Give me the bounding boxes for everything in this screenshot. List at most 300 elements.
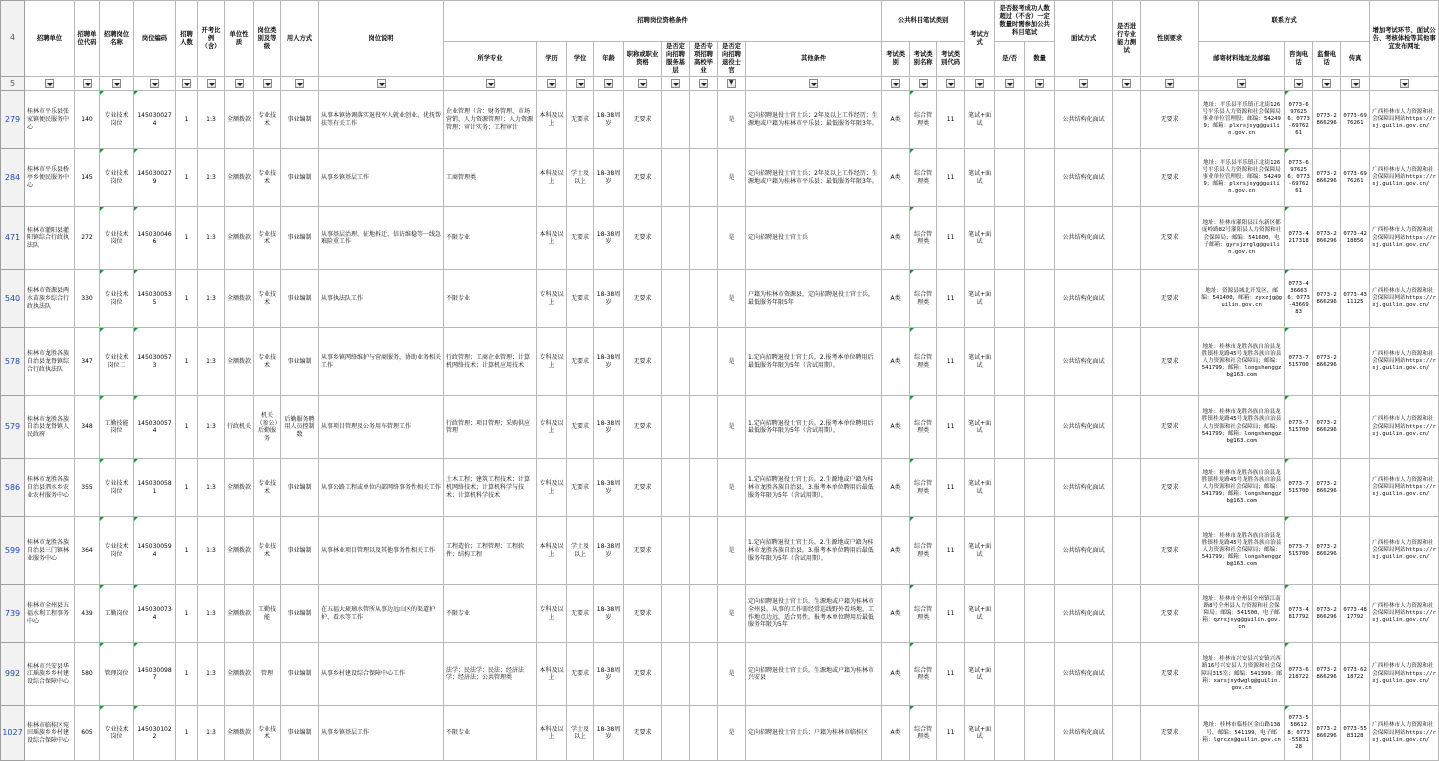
cell-iv[interactable]: 公共结构化面试 xyxy=(1055,149,1113,207)
cell-addr[interactable]: 地址：桂林市灌阳县江东新区都庞岭路82号灌阳县人力资源和社会保障局；邮编：541600，电子邮箱：gyrsjzrglg@guilin.gov.cn xyxy=(1199,207,1285,270)
cell-d3[interactable]: 是 xyxy=(718,517,746,585)
cell-other[interactable]: 定向招聘退役士官士兵，生源地或户籍为桂林市兴安县 xyxy=(746,643,882,706)
cell-eway[interactable]: 笔试+面试 xyxy=(965,517,995,585)
cell-sup[interactable]: 0773-2866296 xyxy=(1313,328,1341,396)
filter-dropdown-icon[interactable] xyxy=(1079,79,1088,88)
cell-sup[interactable]: 0773-2866296 xyxy=(1313,149,1341,207)
cell-sup[interactable]: 0773-2866296 xyxy=(1313,643,1341,706)
filter-dropdown-icon[interactable] xyxy=(891,79,900,88)
cell-other[interactable]: 1.定向招聘退役士官士兵。2.生源地或户籍为桂林市龙胜各族自治县。3.报考本单位聘用后最低服务年限为5年（含试用期）。 xyxy=(746,459,882,517)
cell-web[interactable]: 广西桂林市人力资源和社会保障局网站https://rsj.guilin.gov.cn/ xyxy=(1370,270,1439,328)
row-header[interactable]: 1027 xyxy=(1,706,25,761)
cell-web[interactable]: 广西桂林市人力资源和社会保障局网站https://rsj.guilin.gov.cn/ xyxy=(1370,643,1439,706)
cell-esub[interactable]: 综合管理类 xyxy=(910,149,937,207)
cell-deg[interactable]: 无要求 xyxy=(567,459,594,517)
cell-ratio[interactable]: 1:3 xyxy=(198,706,225,761)
cell-eway[interactable]: 笔试+面试 xyxy=(965,459,995,517)
cell-title[interactable]: 无要求 xyxy=(624,585,662,643)
cell-sup[interactable]: 0773-2866296 xyxy=(1313,396,1341,459)
cell-major[interactable]: 法学；民法学；民法；经济法学；经济法；公共管理类 xyxy=(444,643,537,706)
cell-post[interactable]: 专业技术岗位 xyxy=(100,207,134,270)
cell-web[interactable]: 广西桂林市人力资源和社会保障局网站https://rsj.guilin.gov.cn/ xyxy=(1370,149,1439,207)
cell-qty[interactable] xyxy=(1025,328,1055,396)
cell-ratio[interactable]: 1:3 xyxy=(198,459,225,517)
cell-title[interactable]: 无要求 xyxy=(624,517,662,585)
filter-dropdown-icon[interactable] xyxy=(1122,79,1131,88)
cell-major[interactable]: 不限专业 xyxy=(444,706,537,761)
filter-dropdown-icon[interactable] xyxy=(1400,79,1409,88)
cell-ecode[interactable]: 11 xyxy=(937,643,965,706)
cell-eway[interactable]: 笔试+面试 xyxy=(965,149,995,207)
filter-dropdown-icon[interactable] xyxy=(1237,79,1246,88)
cell-major[interactable]: 行政管理；项目管理；采购供应管理 xyxy=(444,396,537,459)
filter-dropdown-icon[interactable] xyxy=(638,79,647,88)
cell-hire[interactable]: 事业编制 xyxy=(281,91,319,149)
cell-yn[interactable] xyxy=(995,706,1025,761)
row-header[interactable]: 578 xyxy=(1,328,25,396)
cell-gen[interactable]: 无要求 xyxy=(1141,517,1199,585)
cell-age[interactable]: 18-38周岁 xyxy=(594,91,624,149)
cell-d2[interactable] xyxy=(690,517,718,585)
cell-sup[interactable]: 0773-2866296 xyxy=(1313,517,1341,585)
row-header-4[interactable]: 4 xyxy=(1,1,25,77)
cell-addr[interactable]: 地址：资源县城北开发区，邮编：541400，邮箱：zyxzjg@guilin.gov.cn xyxy=(1199,270,1285,328)
cell-d1[interactable] xyxy=(662,207,690,270)
cell-fax[interactable] xyxy=(1341,459,1370,517)
cell-title[interactable]: 无要求 xyxy=(624,396,662,459)
cell-code[interactable]: 364 xyxy=(75,517,100,585)
cell-d2[interactable] xyxy=(690,270,718,328)
cell-ptype[interactable]: 专业技术 xyxy=(254,459,281,517)
cell-unit[interactable]: 桂林市兴安县华江瑶族乡乡村建设综合保障中心 xyxy=(25,643,75,706)
row-header[interactable]: 279 xyxy=(1,91,25,149)
cell-ratio[interactable]: 1:3 xyxy=(198,91,225,149)
cell-title[interactable]: 无要求 xyxy=(624,270,662,328)
cell-d2[interactable] xyxy=(690,207,718,270)
cell-code[interactable]: 330 xyxy=(75,270,100,328)
cell-ab[interactable] xyxy=(1113,149,1141,207)
cell-ecat[interactable]: A类 xyxy=(882,706,910,761)
cell-ratio[interactable]: 1:3 xyxy=(198,328,225,396)
cell-ecode[interactable]: 11 xyxy=(937,149,965,207)
cell-code[interactable]: 439 xyxy=(75,585,100,643)
cell-web[interactable]: 广西桂林市人力资源和社会保障局网站https://rsj.guilin.gov.cn/ xyxy=(1370,207,1439,270)
cell-fax[interactable]: 0773-5583128 xyxy=(1341,706,1370,761)
cell-d1[interactable] xyxy=(662,643,690,706)
cell-other[interactable]: 1.定向招聘退役士官士兵。2.报考本单位聘用后最低服务年限为5年（含试用期）。 xyxy=(746,328,882,396)
cell-desc[interactable]: 从事项目管理及公务用车管理工作 xyxy=(319,396,444,459)
cell-major[interactable]: 土木工程；建筑工程技术；计算机网络技术；计算机科学与技术；计算机科学技术 xyxy=(444,459,537,517)
cell-iv[interactable]: 公共结构化面试 xyxy=(1055,706,1113,761)
cell-eway[interactable]: 笔试+面试 xyxy=(965,328,995,396)
cell-unit[interactable]: 桂林市龙胜各族自治县龙脊镇人民政府 xyxy=(25,396,75,459)
cell-addr[interactable]: 地址：桂林市龙胜各族自治县龙胜镇桂龙路45号龙胜各族自治县人力资源和社会保障局；邮编：541799；邮箱：longshenggzb@163.com xyxy=(1199,396,1285,459)
cell-qty[interactable] xyxy=(1025,517,1055,585)
cell-code[interactable]: 605 xyxy=(75,706,100,761)
cell-yn[interactable] xyxy=(995,585,1025,643)
cell-pcode[interactable]: 1450300581 xyxy=(134,459,176,517)
cell-nature[interactable]: 全额拨款 xyxy=(225,459,254,517)
cell-addr[interactable]: 地址：桂林市龙胜各族自治县龙胜镇桂龙路45号龙胜各族自治县人力资源和社会保障局；邮编：541799；邮箱：longshenggzb@163.com xyxy=(1199,517,1285,585)
filter-dropdown-icon[interactable] xyxy=(919,79,928,88)
cell-web[interactable]: 广西桂林市人力资源和社会保障局网站https://rsj.guilin.gov.cn/ xyxy=(1370,517,1439,585)
cell-hire[interactable]: 事业编制 xyxy=(281,706,319,761)
cell-iv[interactable]: 公共结构化面试 xyxy=(1055,207,1113,270)
cell-major[interactable]: 工商管理类 xyxy=(444,149,537,207)
row-header[interactable]: 992 xyxy=(1,643,25,706)
cell-addr[interactable]: 地址：平乐县平乐镇正北街126号平乐县人力资源和社会保障局事业单位管理股；邮编：542499；邮箱：plxrsjsyg@guilin.gov.cn xyxy=(1199,91,1285,149)
cell-tel[interactable]: 0773-4217318 xyxy=(1285,207,1313,270)
row-header[interactable]: 471 xyxy=(1,207,25,270)
cell-d2[interactable] xyxy=(690,706,718,761)
cell-eway[interactable]: 笔试+面试 xyxy=(965,585,995,643)
cell-ptype[interactable]: 专业技术 xyxy=(254,91,281,149)
cell-gen[interactable]: 无要求 xyxy=(1141,643,1199,706)
cell-tel[interactable]: 0773-7515700 xyxy=(1285,328,1313,396)
cell-post[interactable]: 管理岗位 xyxy=(100,643,134,706)
cell-edu[interactable]: 专科及以上 xyxy=(537,328,567,396)
cell-tel[interactable]: 0773-7515700 xyxy=(1285,459,1313,517)
cell-age[interactable]: 18-38周岁 xyxy=(594,149,624,207)
cell-post[interactable]: 专业技术岗位 xyxy=(100,149,134,207)
cell-gen[interactable]: 无要求 xyxy=(1141,328,1199,396)
cell-hire[interactable]: 后勤服务聘用人员控制数 xyxy=(281,396,319,459)
cell-other[interactable]: 定向招聘退役士官士兵，生源地或户籍为桂林市全州县。从事的工作需经常巡线野外看场地，工作地点边远，适合男性。报考本单位聘用后最低服务年限为5年 xyxy=(746,585,882,643)
cell-yn[interactable] xyxy=(995,328,1025,396)
cell-gen[interactable]: 无要求 xyxy=(1141,396,1199,459)
cell-major[interactable]: 工程造价；工程管理；工程软件；结构工程 xyxy=(444,517,537,585)
cell-fax[interactable]: 0773-4817792 xyxy=(1341,585,1370,643)
cell-age[interactable]: 18-38周岁 xyxy=(594,517,624,585)
cell-ab[interactable] xyxy=(1113,459,1141,517)
cell-ecode[interactable]: 11 xyxy=(937,207,965,270)
cell-esub[interactable]: 综合管理类 xyxy=(910,270,937,328)
cell-unit[interactable]: 桂林市平乐县张家镇便民服务中心 xyxy=(25,91,75,149)
cell-d3[interactable]: 是 xyxy=(718,207,746,270)
cell-edu[interactable]: 本科及以上 xyxy=(537,706,567,761)
cell-ab[interactable] xyxy=(1113,328,1141,396)
cell-other[interactable]: 1.定向招聘退役士官士兵。2.报考本单位聘用后最低服务年限为5年（含试用期）。 xyxy=(746,396,882,459)
cell-hire[interactable]: 事业编制 xyxy=(281,517,319,585)
cell-desc[interactable]: 从事林业项目管理以及其他事务性相关工作 xyxy=(319,517,444,585)
cell-ecat[interactable]: A类 xyxy=(882,585,910,643)
cell-hire[interactable]: 事业编制 xyxy=(281,149,319,207)
cell-unit[interactable]: 桂林市平乐县桥亭乡便民服务中心 xyxy=(25,149,75,207)
filter-dropdown-icon[interactable] xyxy=(207,79,216,88)
cell-eway[interactable]: 笔试+面试 xyxy=(965,91,995,149)
filter-dropdown-icon[interactable] xyxy=(671,79,680,88)
cell-web[interactable]: 广西桂林市人力资源和社会保障局网站https://rsj.guilin.gov.cn/ xyxy=(1370,328,1439,396)
cell-ecat[interactable]: A类 xyxy=(882,396,910,459)
cell-d3[interactable]: 是 xyxy=(718,643,746,706)
cell-ecode[interactable]: 11 xyxy=(937,270,965,328)
cell-ptype[interactable]: 专业技术 xyxy=(254,706,281,761)
cell-n[interactable]: 1 xyxy=(176,328,198,396)
cell-fax[interactable]: 0773-4218856 xyxy=(1341,207,1370,270)
cell-nature[interactable]: 全额拨款 xyxy=(225,585,254,643)
cell-fax[interactable] xyxy=(1341,328,1370,396)
cell-edu[interactable]: 专科及以上 xyxy=(537,585,567,643)
cell-title[interactable]: 无要求 xyxy=(624,149,662,207)
cell-d1[interactable] xyxy=(662,585,690,643)
cell-esub[interactable]: 综合管理类 xyxy=(910,585,937,643)
cell-fax[interactable]: 0773-6976261 xyxy=(1341,149,1370,207)
cell-unit[interactable]: 桂林市资源县两水苗族乡综合行政执法队 xyxy=(25,270,75,328)
cell-unit[interactable]: 桂林市龙胜各族自治县龙脊镇综合行政执法队 xyxy=(25,328,75,396)
cell-code[interactable]: 580 xyxy=(75,643,100,706)
cell-yn[interactable] xyxy=(995,643,1025,706)
cell-ptype[interactable]: 管理 xyxy=(254,643,281,706)
cell-ab[interactable] xyxy=(1113,396,1141,459)
cell-desc[interactable]: 从事执法队工作 xyxy=(319,270,444,328)
cell-pcode[interactable]: 1450300466 xyxy=(134,207,176,270)
cell-fax[interactable]: 0773-4311125 xyxy=(1341,270,1370,328)
filter-dropdown-icon[interactable] xyxy=(83,79,92,88)
cell-ptype[interactable]: 专业技术 xyxy=(254,270,281,328)
cell-addr[interactable]: 地址：桂林市龙胜各族自治县龙胜镇桂龙路45号龙胜各族自治县人力资源和社会保障局；邮编：541799；邮箱：longshenggzb@163.com xyxy=(1199,459,1285,517)
cell-iv[interactable]: 公共结构化面试 xyxy=(1055,459,1113,517)
cell-ratio[interactable]: 1:3 xyxy=(198,207,225,270)
row-header-5[interactable]: 5 xyxy=(1,77,25,91)
cell-desc[interactable]: 从事乡村建设综合保障中心工作 xyxy=(319,643,444,706)
cell-fax[interactable]: 0773-6218722 xyxy=(1341,643,1370,706)
cell-gen[interactable]: 无要求 xyxy=(1141,706,1199,761)
cell-deg[interactable]: 学士及以上 xyxy=(567,149,594,207)
filter-dropdown-icon[interactable] xyxy=(1351,79,1360,88)
cell-desc[interactable]: 从事基层治理、征地拆迁、信访维稳等一线急难险重工作 xyxy=(319,207,444,270)
cell-pcode[interactable]: 1450301022 xyxy=(134,706,176,761)
cell-ab[interactable] xyxy=(1113,643,1141,706)
cell-edu[interactable]: 专科及以上 xyxy=(537,459,567,517)
cell-web[interactable]: 广西桂林市人力资源和社会保障局网站https://rsj.guilin.gov.cn/ xyxy=(1370,396,1439,459)
cell-other[interactable]: 定向招聘退役士官士兵 xyxy=(746,207,882,270)
cell-gen[interactable]: 无要求 xyxy=(1141,91,1199,149)
cell-unit[interactable]: 桂林市全州县五福水利工程事务中心 xyxy=(25,585,75,643)
cell-title[interactable]: 无要求 xyxy=(624,706,662,761)
cell-major[interactable]: 行政管理；工商企业管理；计算机网络技术；计算机应用技术 xyxy=(444,328,537,396)
cell-yn[interactable] xyxy=(995,459,1025,517)
cell-edu[interactable]: 本科及以上 xyxy=(537,91,567,149)
cell-tel[interactable]: 0773-5586128；0773-5583128 xyxy=(1285,706,1313,761)
cell-fax[interactable]: 0773-6976261 xyxy=(1341,91,1370,149)
cell-n[interactable]: 1 xyxy=(176,706,198,761)
cell-pcode[interactable]: 1450300734 xyxy=(134,585,176,643)
cell-d1[interactable] xyxy=(662,459,690,517)
cell-ptype[interactable]: 专业技术 xyxy=(254,517,281,585)
cell-n[interactable]: 1 xyxy=(176,517,198,585)
cell-web[interactable]: 广西桂林市人力资源和社会保障局网站https://rsj.guilin.gov.cn/ xyxy=(1370,585,1439,643)
cell-d1[interactable] xyxy=(662,517,690,585)
cell-deg[interactable]: 无要求 xyxy=(567,643,594,706)
cell-d2[interactable] xyxy=(690,396,718,459)
cell-addr[interactable]: 地址：桂林市临桂区金山路138号，邮编：541199，电子邮箱：lgrczx@guilin.gov.cn xyxy=(1199,706,1285,761)
cell-nature[interactable]: 全额拨款 xyxy=(225,706,254,761)
cell-major[interactable]: 不限专业 xyxy=(444,207,537,270)
cell-addr[interactable]: 地址：桂林市全州县全州镇江南路8号全州县人力资源和社会保障局；邮编：541500，电子邮箱：qzrsjsyg@guilin.gov.cn xyxy=(1199,585,1285,643)
cell-yn[interactable] xyxy=(995,149,1025,207)
cell-other[interactable]: 1.定向招聘退役士官士兵。2.生源地或户籍为桂林市龙胜各族自治县。3.报考本单位聘用后最低服务年限为5年（含试用期）。 xyxy=(746,517,882,585)
cell-tel[interactable]: 0773-4366636；0773-4366983 xyxy=(1285,270,1313,328)
cell-eway[interactable]: 笔试+面试 xyxy=(965,706,995,761)
filter-dropdown-icon[interactable] xyxy=(547,79,556,88)
cell-gen[interactable]: 无要求 xyxy=(1141,207,1199,270)
cell-qty[interactable] xyxy=(1025,585,1055,643)
cell-d3[interactable]: 是 xyxy=(718,91,746,149)
cell-iv[interactable]: 公共结构化面试 xyxy=(1055,643,1113,706)
filter-dropdown-icon[interactable] xyxy=(946,79,955,88)
cell-esub[interactable]: 综合管理类 xyxy=(910,459,937,517)
cell-tel[interactable]: 0773-6976256；0773-6976261 xyxy=(1285,149,1313,207)
cell-qty[interactable] xyxy=(1025,459,1055,517)
cell-ecode[interactable]: 11 xyxy=(937,459,965,517)
cell-nature[interactable]: 全额拨款 xyxy=(225,207,254,270)
cell-ptype[interactable]: 工勤技能 xyxy=(254,585,281,643)
cell-ptype[interactable]: 机关（参公）后勤服务 xyxy=(254,396,281,459)
cell-age[interactable]: 18-38周岁 xyxy=(594,706,624,761)
cell-n[interactable]: 1 xyxy=(176,396,198,459)
cell-ratio[interactable]: 1:3 xyxy=(198,517,225,585)
filter-dropdown-icon[interactable] xyxy=(699,79,708,88)
cell-hire[interactable]: 事业编制 xyxy=(281,270,319,328)
cell-esub[interactable]: 综合管理类 xyxy=(910,91,937,149)
cell-post[interactable]: 专业技术岗位 xyxy=(100,270,134,328)
cell-deg[interactable]: 无要求 xyxy=(567,270,594,328)
cell-code[interactable]: 347 xyxy=(75,328,100,396)
cell-hire[interactable]: 事业编制 xyxy=(281,459,319,517)
cell-addr[interactable]: 地址：平乐县平乐镇正北街126号平乐县人力资源和社会保障局事业单位管理股；邮编：542499；邮箱：plxrsjsyg@guilin.gov.cn xyxy=(1199,149,1285,207)
filter-dropdown-icon[interactable] xyxy=(377,79,386,88)
cell-addr[interactable]: 地址：桂林市兴安县兴安镇兴西路16号兴安县人力资源和社会保障局315室；邮编：541399；邮箱：xarsjsydwglg@guilin.gov.cn xyxy=(1199,643,1285,706)
cell-d3[interactable]: 是 xyxy=(718,270,746,328)
cell-deg[interactable]: 学士及以上 xyxy=(567,517,594,585)
cell-title[interactable]: 无要求 xyxy=(624,328,662,396)
cell-title[interactable]: 无要求 xyxy=(624,207,662,270)
cell-major[interactable]: 企业管理（含：财务管理、市场营销、人力资源管理）；人力资源管理；审计实务；工程审计 xyxy=(444,91,537,149)
cell-ab[interactable] xyxy=(1113,207,1141,270)
row-header[interactable]: 586 xyxy=(1,459,25,517)
cell-fax[interactable] xyxy=(1341,517,1370,585)
cell-ecat[interactable]: A类 xyxy=(882,328,910,396)
row-header[interactable]: 540 xyxy=(1,270,25,328)
filter-dropdown-icon[interactable] xyxy=(576,79,585,88)
cell-d3[interactable]: 是 xyxy=(718,585,746,643)
cell-edu[interactable]: 本科及以上 xyxy=(537,517,567,585)
cell-n[interactable]: 1 xyxy=(176,270,198,328)
cell-ecat[interactable]: A类 xyxy=(882,149,910,207)
cell-d3[interactable]: 是 xyxy=(718,328,746,396)
cell-iv[interactable]: 公共结构化面试 xyxy=(1055,270,1113,328)
cell-nature[interactable]: 全额拨款 xyxy=(225,91,254,149)
cell-qty[interactable] xyxy=(1025,91,1055,149)
cell-age[interactable]: 18-38周岁 xyxy=(594,396,624,459)
row-header[interactable]: 739 xyxy=(1,585,25,643)
row-header[interactable]: 599 xyxy=(1,517,25,585)
cell-desc[interactable]: 从事乡镇基层工作 xyxy=(319,706,444,761)
cell-hire[interactable]: 事业编制 xyxy=(281,585,319,643)
cell-pcode[interactable]: 1450300279 xyxy=(134,149,176,207)
cell-ecat[interactable]: A类 xyxy=(882,91,910,149)
cell-ecode[interactable]: 11 xyxy=(937,585,965,643)
cell-hire[interactable]: 事业编制 xyxy=(281,328,319,396)
cell-ratio[interactable]: 1:3 xyxy=(198,585,225,643)
cell-n[interactable]: 1 xyxy=(176,207,198,270)
cell-qty[interactable] xyxy=(1025,149,1055,207)
cell-sup[interactable]: 0773-2866296 xyxy=(1313,706,1341,761)
cell-tel[interactable]: 0773-6218722 xyxy=(1285,643,1313,706)
filter-dropdown-icon[interactable] xyxy=(235,79,244,88)
cell-deg[interactable]: 无要求 xyxy=(567,585,594,643)
cell-d1[interactable] xyxy=(662,270,690,328)
cell-unit[interactable]: 桂林市临桂区宛田瑶族乡乡村建设综合保障中心 xyxy=(25,706,75,761)
cell-fax[interactable] xyxy=(1341,396,1370,459)
cell-addr[interactable]: 地址：桂林市龙胜各族自治县龙胜镇桂龙路45号龙胜各族自治县人力资源和社会保障局；邮编：541799；邮箱：longshenggzb@163.com xyxy=(1199,328,1285,396)
cell-yn[interactable] xyxy=(995,207,1025,270)
cell-other[interactable]: 定向招聘退役士官士兵；户籍为桂林市临桂区 xyxy=(746,706,882,761)
cell-d2[interactable] xyxy=(690,459,718,517)
cell-age[interactable]: 18-38周岁 xyxy=(594,643,624,706)
cell-eway[interactable]: 笔试+面试 xyxy=(965,643,995,706)
cell-web[interactable]: 广西桂林市人力资源和社会保障局网站https://rsj.guilin.gov.cn/ xyxy=(1370,91,1439,149)
cell-code[interactable]: 140 xyxy=(75,91,100,149)
cell-qty[interactable] xyxy=(1025,396,1055,459)
active-filter-dropdown-icon[interactable] xyxy=(727,79,736,88)
cell-d1[interactable] xyxy=(662,328,690,396)
cell-d1[interactable] xyxy=(662,396,690,459)
cell-n[interactable]: 1 xyxy=(176,643,198,706)
filter-dropdown-icon[interactable] xyxy=(112,79,121,88)
cell-ecat[interactable]: A类 xyxy=(882,207,910,270)
cell-edu[interactable]: 本科及以上 xyxy=(537,149,567,207)
filter-dropdown-icon[interactable] xyxy=(1005,79,1014,88)
cell-iv[interactable]: 公共结构化面试 xyxy=(1055,91,1113,149)
cell-pcode[interactable]: 1450300274 xyxy=(134,91,176,149)
cell-d3[interactable]: 是 xyxy=(718,706,746,761)
cell-iv[interactable]: 公共结构化面试 xyxy=(1055,328,1113,396)
cell-post[interactable]: 专业技术岗位 xyxy=(100,517,134,585)
filter-dropdown-icon[interactable] xyxy=(1035,79,1044,88)
cell-gen[interactable]: 无要求 xyxy=(1141,585,1199,643)
cell-ecat[interactable]: A类 xyxy=(882,517,910,585)
cell-yn[interactable] xyxy=(995,270,1025,328)
cell-n[interactable]: 1 xyxy=(176,459,198,517)
cell-pcode[interactable]: 1450300987 xyxy=(134,643,176,706)
cell-pcode[interactable]: 1450300574 xyxy=(134,396,176,459)
cell-ab[interactable] xyxy=(1113,91,1141,149)
cell-qty[interactable] xyxy=(1025,706,1055,761)
cell-sup[interactable]: 0773-2866296 xyxy=(1313,91,1341,149)
cell-post[interactable]: 专业技术岗位 xyxy=(100,91,134,149)
cell-gen[interactable]: 无要求 xyxy=(1141,149,1199,207)
cell-desc[interactable]: 从事乡镇基层工作 xyxy=(319,149,444,207)
cell-age[interactable]: 18-38周岁 xyxy=(594,207,624,270)
cell-ecode[interactable]: 11 xyxy=(937,91,965,149)
cell-ptype[interactable]: 专业技术 xyxy=(254,207,281,270)
filter-dropdown-icon[interactable] xyxy=(295,79,304,88)
cell-post[interactable]: 专业技术岗位 xyxy=(100,459,134,517)
cell-esub[interactable]: 综合管理类 xyxy=(910,396,937,459)
cell-major[interactable]: 不限专业 xyxy=(444,585,537,643)
row-header[interactable]: 579 xyxy=(1,396,25,459)
cell-eway[interactable]: 笔试+面试 xyxy=(965,270,995,328)
cell-gen[interactable]: 无要求 xyxy=(1141,459,1199,517)
filter-dropdown-icon[interactable] xyxy=(182,79,191,88)
cell-nature[interactable]: 全额拨款 xyxy=(225,643,254,706)
cell-post[interactable]: 专业技术岗位 xyxy=(100,706,134,761)
cell-desc[interactable]: 从事本镇协调落实退役军人就业创业、优抚帮扶等有关工作 xyxy=(319,91,444,149)
cell-ab[interactable] xyxy=(1113,585,1141,643)
filter-dropdown-icon[interactable] xyxy=(486,79,495,88)
cell-eway[interactable]: 笔试+面试 xyxy=(965,396,995,459)
